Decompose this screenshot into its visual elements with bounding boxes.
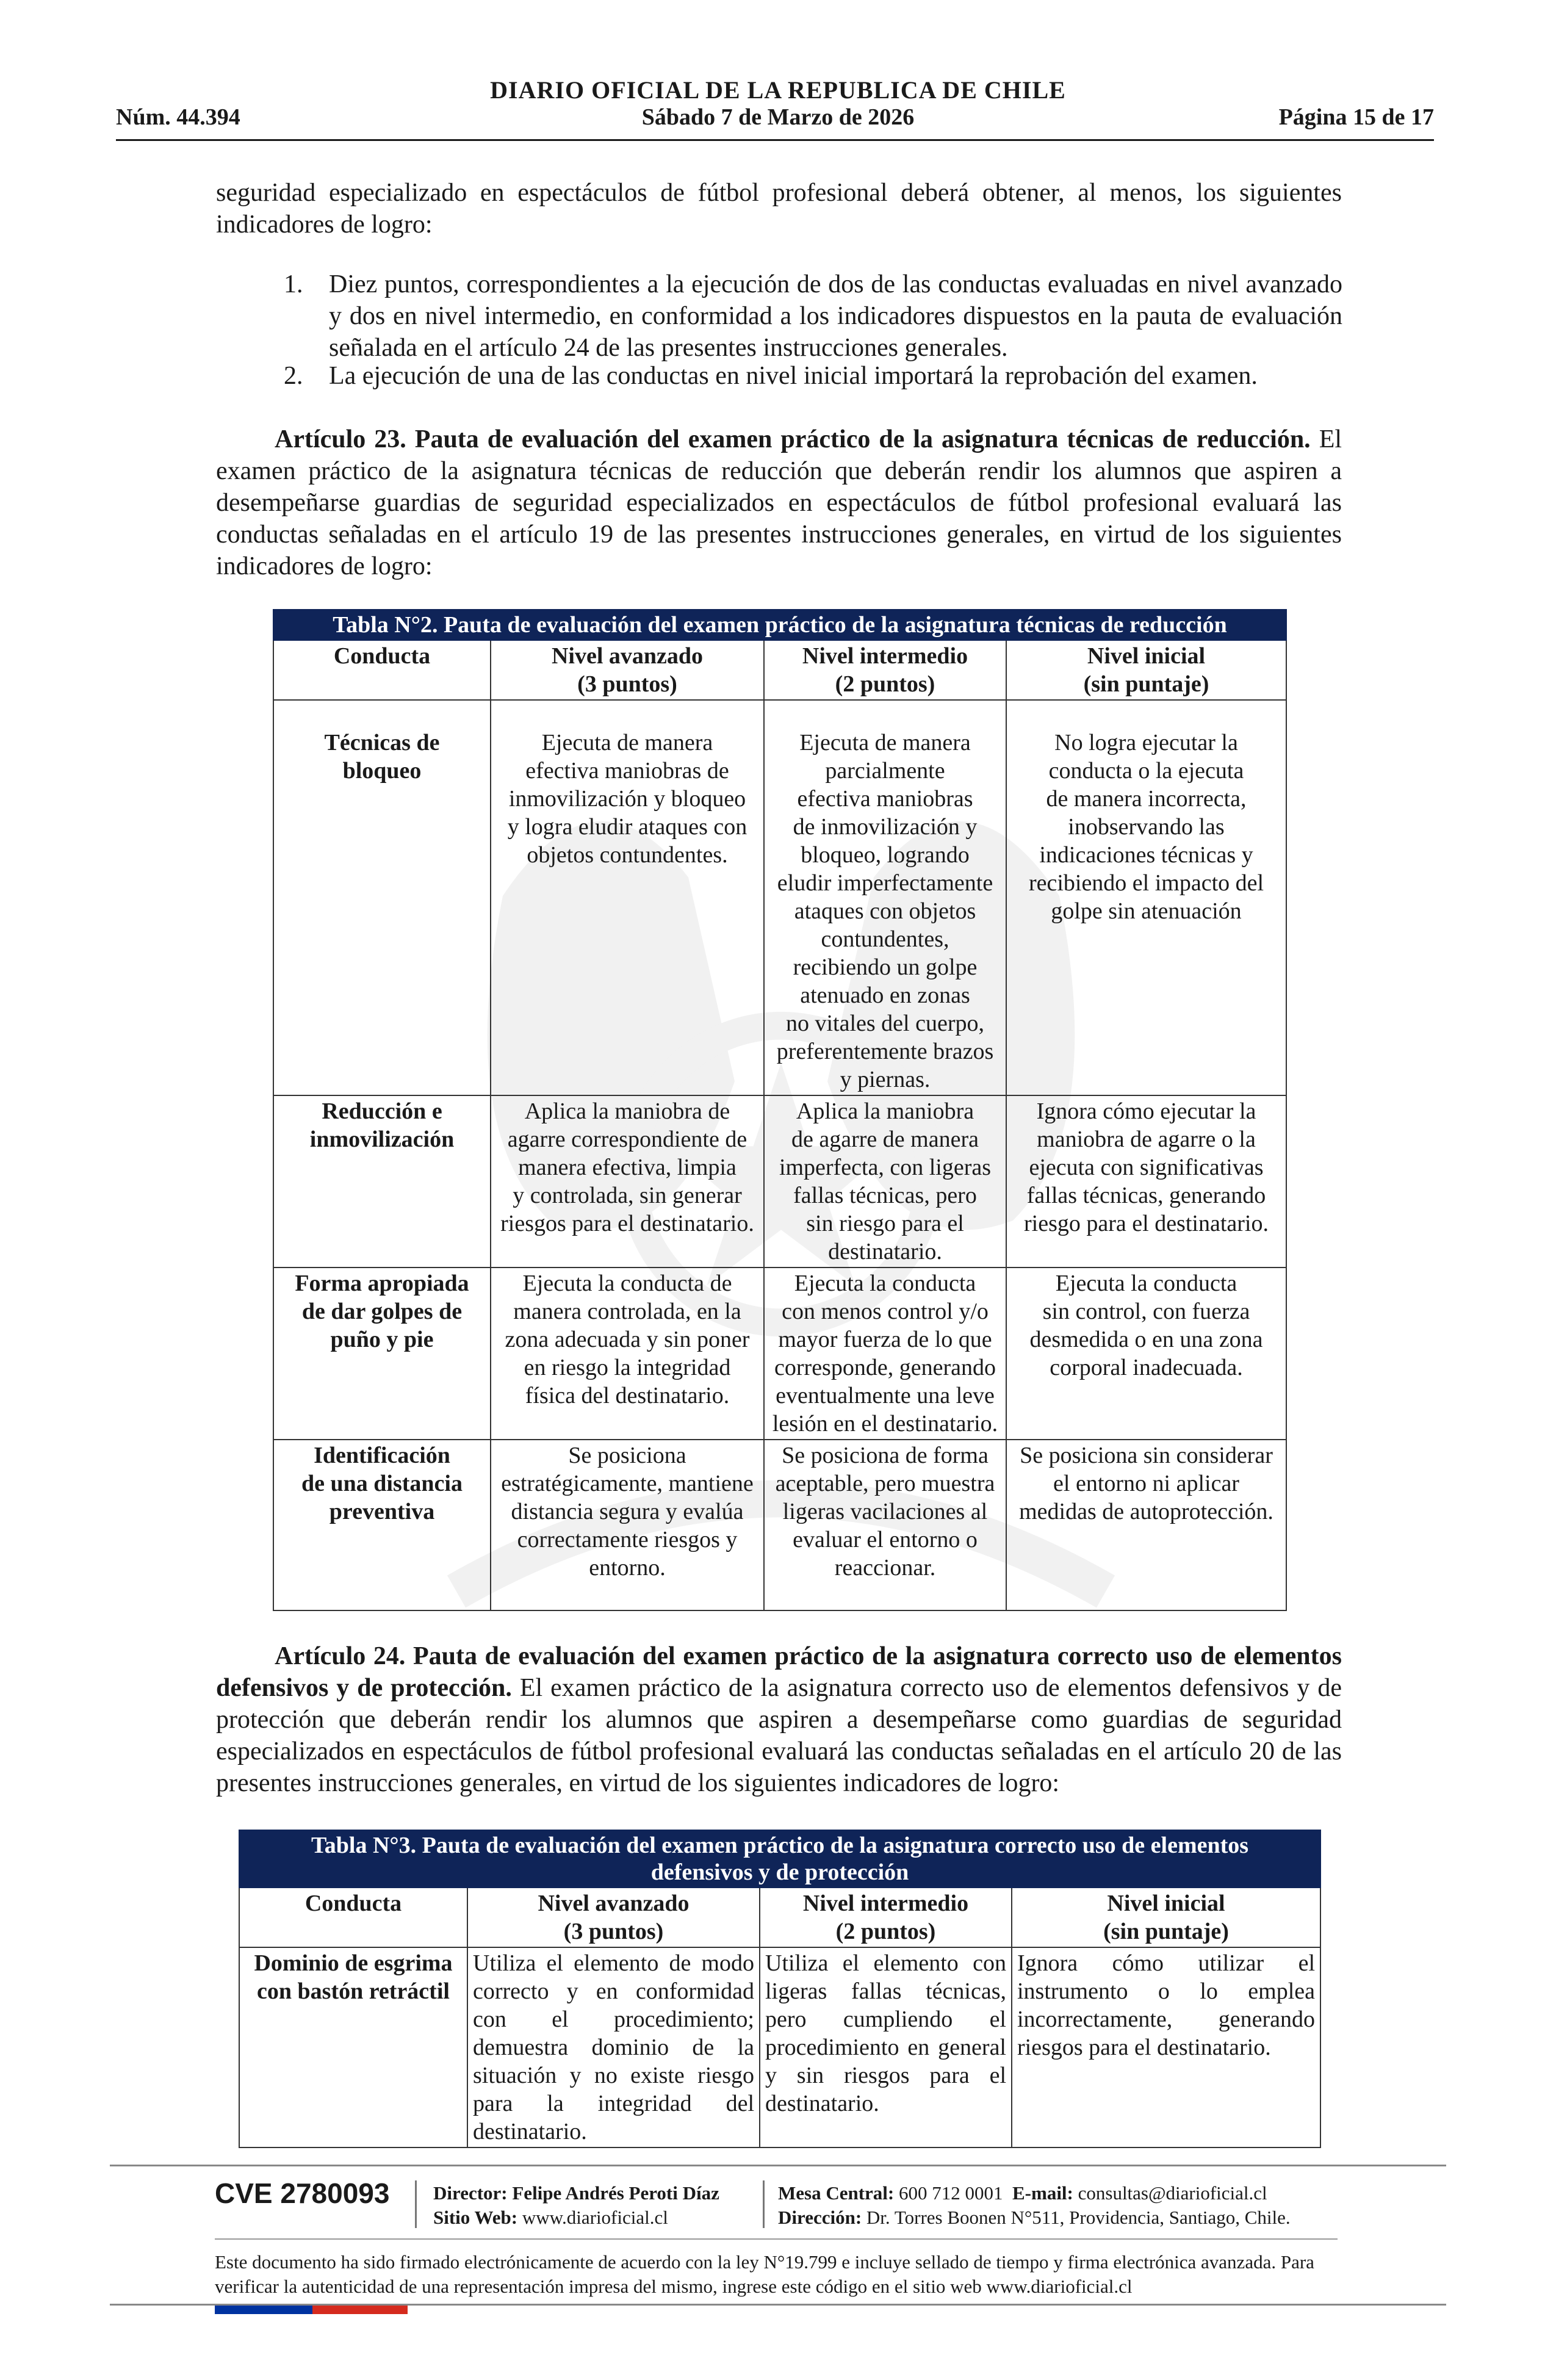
table-3 [239,1830,1321,2148]
article-24-title: Artículo 24. Pauta de evaluación del examen práctico de la asignatura correcto uso de elementos defensivos y de protección. [216,1642,1342,1702]
article-23-text: El examen práctico de la asignatura técnicas de reducción que deberán rendir los alumnos que aspiren a desempeñarse guardias de seguridad especializados en espectáculos de fútbol profesional evaluará las conductas señaladas en el artículo 19 de las presentes instrucciones generales, en virtud de los siguientes indicadores de logro: [216,425,1342,580]
web-label: Sitio Web: [433,2207,518,2228]
table-row [273,1268,1286,1440]
table-row [273,700,1286,1095]
table-cell: Se posiciona sin considerar el entorno ni aplicar medidas de autoprotección. [1006,1440,1286,1610]
table-cell: Ignora cómo ejecutar la maniobra de agarre o la ejecuta con significativas fallas técnicas, generando riesgo para el destinatario. [1006,1095,1286,1268]
table-2-header: Nivel intermedio (2 puntos) [764,640,1006,700]
table-2-header: Nivel avanzado (3 puntos) [491,640,764,700]
cve-code: CVE 2780093 [215,2177,390,2209]
table-cell: Se posiciona de forma aceptable, pero muestra ligeras vacilaciones al evaluar el entorno o reaccionar. [764,1440,1006,1610]
issue-number: Núm. 44.394 [116,104,240,130]
mesa-label: Mesa Central: [778,2182,895,2204]
table-cell: Ejecuta la conducta de manera controlada, en la zona adecuada y sin poner en riesgo la integridad física del destinatario. [491,1268,764,1440]
footer-rule-top [110,2165,1446,2166]
table-3-header: Nivel inicial (sin puntaje) [1012,1888,1320,1947]
table-3-header: Nivel avanzado (3 puntos) [467,1888,760,1947]
mesa-phone: 600 712 0001 [899,2182,1003,2204]
table-2-caption: Tabla N°2. Pauta de evaluación del examen práctico de la asignatura técnicas de reducción [273,610,1286,640]
table-cell: No logra ejecutar la conducta o la ejecuta de manera incorrecta, inobservando las indicaciones técnicas y recibiendo el impacto del golpe sin atenuación [1006,700,1286,1095]
signature-note: Este documento ha sido firmado electrónicamente de acuerdo con la ley N°19.799 e incluye sellado de tiempo y firma electrónica avanzada. Para verificar la autenticidad de una representación impresa del mismo, ingrese este código en el sitio web www.diarioficial.cl [215,2251,1314,2297]
footer-separator [763,2180,765,2228]
web-link[interactable]: www.diarioficial.cl [522,2207,668,2228]
table-3-caption: Tabla N°3. Pauta de evaluación del examen práctico de la asignatura correcto uso de elementos defensivos y de protección [239,1830,1320,1888]
list-item-number: 2. [284,362,303,390]
article-24-text: El examen práctico de la asignatura correcto uso de elementos defensivos y de protección que deberán rendir los alumnos que aspiren a desempeñarse como guardias de seguridad especializados en espectáculos de fútbol profesional evaluará las conductas señaladas en el artículo 20 de las presentes instrucciones generales, en virtud de los siguientes indicadores de logro: [216,1674,1342,1797]
list-item-text: Diez puntos, correspondientes a la ejecución de dos de las conductas evaluadas en nivel avanzado y dos en nivel intermedio, en conformidad a los indicadores dispuestos en la pauta de evaluación señalada en el artículo 24 de las presentes instrucciones generales. [329,270,1342,362]
gazette-title: DIARIO OFICIAL DE LA REPUBLICA DE CHILE [490,76,1066,104]
table-row [273,1440,1286,1610]
footer-separator [415,2180,417,2228]
table-cell: Forma apropiada de dar golpes de puño y pie [273,1268,491,1440]
table-cell: Técnicas de bloqueo [273,700,491,1095]
director-label: Director: [433,2182,508,2204]
article-23 [216,424,1342,582]
flag-stripe-red [312,2306,408,2314]
article-24 [216,1640,1342,1799]
table-cell: Utiliza el elemento de modo correcto y en conformidad con el procedimiento; demuestra dominio de la situación y no existe riesgo para la integridad del destinatario. [467,1947,760,2147]
table-3-header: Conducta [239,1888,467,1947]
list-item-text: La ejecución de una de las conductas en nivel inicial importará la reprobación del examen. [329,362,1258,390]
address: Dr. Torres Boonen N°511, Providencia, Santiago, Chile. [866,2207,1291,2228]
table-row [273,1095,1286,1268]
table-2-header: Conducta [273,640,491,700]
list-item [284,269,1342,364]
table-cell: Aplica la maniobra de agarre correspondiente de manera efectiva, limpia y controlada, sin generar riesgos para el destinatario. [491,1095,764,1268]
list-item-number: 1. [284,270,303,298]
table-cell: Identificación de una distancia preventiva [273,1440,491,1610]
table-2 [273,609,1287,1611]
article-23-title: Artículo 23. Pauta de evaluación del examen práctico de la asignatura técnicas de reducción. [275,425,1311,453]
table-cell: Ejecuta de manera parcialmente efectiva maniobras de inmovilización y bloqueo, logrando eludir imperfectamente ataques con objetos contundentes, recibiendo un golpe atenuado en zonas no vitales del cuerpo, preferentemente brazos y piernas. [764,700,1006,1095]
footer-contact [778,2181,1291,2230]
table-cell: Ejecuta la conducta sin control, con fuerza desmedida o en una zona corporal inadecuada. [1006,1268,1286,1440]
table-2-header: Nivel inicial (sin puntaje) [1006,640,1286,700]
table-cell: Ignora cómo utilizar el instrumento o lo emplea incorrectamente, generando riesgos para el destinatario. [1012,1947,1320,2147]
table-cell: Ejecuta la conducta con menos control y/o mayor fuerza de lo que corresponde, generando eventualmente una leve lesión en el destinatario. [764,1268,1006,1440]
table-cell: Dominio de esgrima con bastón retráctil [239,1947,467,2147]
address-label: Dirección: [778,2207,862,2228]
email-label: E-mail: [1012,2182,1073,2204]
intro-paragraph: seguridad especializado en espectáculos de fútbol profesional deberá obtener, al menos, los siguientes indicadores de logro: [216,179,1342,239]
flag-stripe-blue [215,2306,312,2314]
table-cell: Aplica la maniobra de agarre de manera imperfecta, con ligeras fallas técnicas, pero sin riesgo para el destinatario. [764,1095,1006,1268]
table-cell: Utiliza el elemento con ligeras fallas técnicas, pero cumpliendo el procedimiento en general y sin riesgos para el destinatario. [760,1947,1012,2147]
page-number: Página 15 de 17 [1278,104,1434,130]
table-row [239,1947,1320,2147]
list-item [284,360,1342,392]
table-cell: Se posiciona estratégicamente, mantiene distancia segura y evalúa correctamente riesgos y entorno. [491,1440,764,1610]
footer-rule-mid [215,2238,1338,2240]
table-3-header: Nivel intermedio (2 puntos) [760,1888,1012,1947]
issue-date: Sábado 7 de Marzo de 2026 [641,104,915,130]
email-link[interactable]: consultas@diarioficial.cl [1078,2182,1267,2204]
footer-director [433,2181,719,2230]
director-name: Felipe Andrés Peroti Díaz [512,2182,719,2204]
header-rule [116,139,1434,141]
table-cell: Reducción e inmovilización [273,1095,491,1268]
table-cell: Ejecuta de manera efectiva maniobras de inmovilización y bloqueo y logra eludir ataques con objetos contundentes. [491,700,764,1095]
